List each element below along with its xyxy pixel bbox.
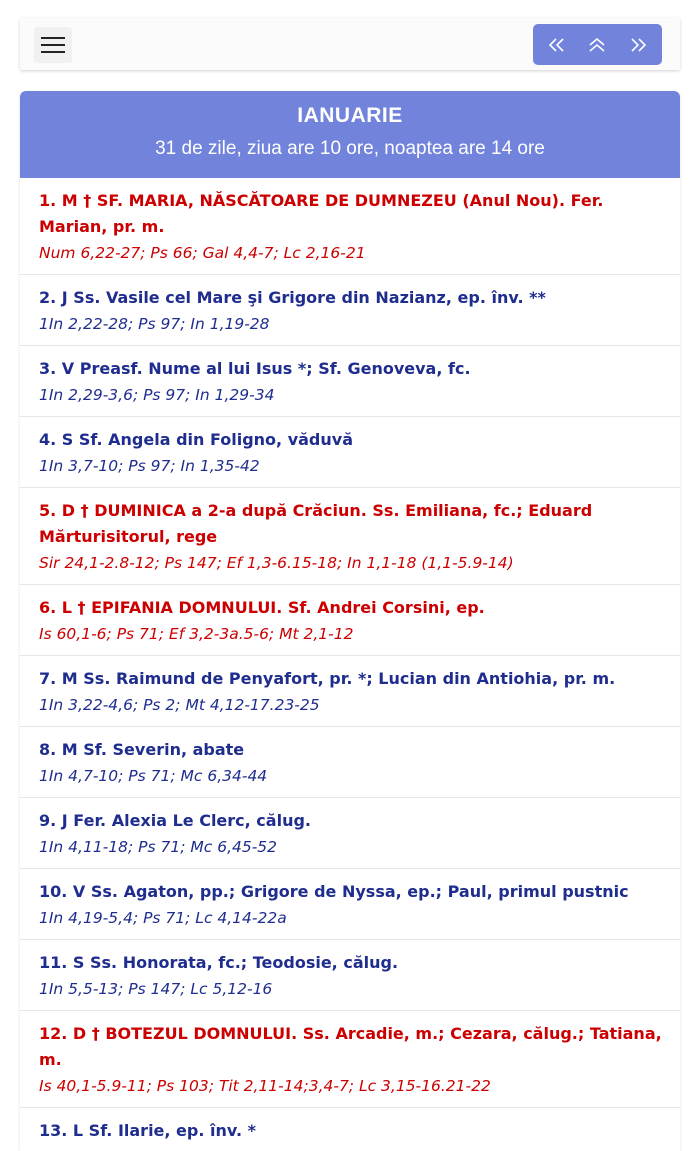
day-readings: Sir 24,1-2.8-12; Ps 147; Ef 1,3-6.15-18; In 1,1-18 (1,1-5.9-14) [39,554,514,572]
day-readings: Num 6,22-27; Ps 66; Gal 4,4-7; Lc 2,16-21 [39,244,366,262]
day-item[interactable] [20,940,680,1011]
day-readings: Is 40,1-5.9-11; Ps 103; Tit 2,11-14;3,4-7; Lc 3,15-16.21-22 [39,1077,491,1095]
month-info: 31 de zile, ziua are 10 ore, noaptea are 14 ore [155,138,545,159]
month-card [20,91,680,1151]
hamburger-icon [41,36,65,54]
double-chevron-left-icon [549,38,565,52]
month-name: IANUARIE [297,104,403,127]
day-readings: 1In 4,19-5,4; Ps 71; Lc 4,14-22a [39,909,287,927]
day-title: 13. L Sf. Ilarie, ep. înv. * [39,1121,257,1140]
top-toolbar [20,18,680,70]
day-title: 5. D † DUMINICA a 2-a după Crăciun. Ss. Emiliana, fc.; Eduard Mărturisitorul, rege [39,501,593,546]
day-readings: 1In 5,5-13; Ps 147; Lc 5,12-16 [39,980,273,998]
menu-button[interactable] [34,27,72,63]
day-readings: 1In 4,7-10; Ps 71; Mc 6,34-44 [39,767,268,785]
navigation-button-group [533,24,662,65]
day-item[interactable] [20,417,680,488]
day-readings: 1In 4,11-18; Ps 71; Mc 6,45-52 [39,838,278,856]
day-item[interactable] [20,656,680,727]
day-item[interactable] [20,1011,680,1108]
day-title: 8. M Sf. Severin, abate [39,740,245,759]
next-month-button[interactable] [619,26,657,64]
day-title: 12. D † BOTEZUL DOMNULUI. Ss. Arcadie, m.; Cezara, călug.; Tatiana, m. [39,1024,662,1069]
previous-month-button[interactable] [538,26,576,64]
day-title: 7. M Ss. Raimund de Penyafort, pr. *; Lucian din Antiohia, pr. m. [39,669,616,688]
day-item[interactable] [20,488,680,585]
day-item[interactable] [20,275,680,346]
day-title: 3. V Preasf. Nume al lui Isus *; Sf. Genoveva, fc. [39,359,471,378]
day-title: 6. L † EPIFANIA DOMNULUI. Sf. Andrei Corsini, ep. [39,598,485,617]
day-item[interactable] [20,346,680,417]
day-item[interactable] [20,727,680,798]
day-readings: Is 60,1-6; Ps 71; Ef 3,2-3a.5-6; Mt 2,1-12 [39,625,354,643]
day-readings: 1In 2,22-28; Ps 97; In 1,19-28 [39,315,270,333]
day-item[interactable] [20,178,680,275]
day-title: 1. M † SF. MARIA, NĂSCĂTOARE DE DUMNEZEU (Anul Nou). Fer. Marian, pr. m. [39,191,604,236]
day-readings: 1In 3,7-10; Ps 97; In 1,35-42 [39,457,260,475]
day-item[interactable] [20,798,680,869]
scroll-to-top-button[interactable] [578,26,616,64]
double-chevron-right-icon [630,38,646,52]
day-list [20,178,680,1151]
day-title: 10. V Ss. Agaton, pp.; Grigore de Nyssa, ep.; Paul, primul pustnic [39,882,629,901]
day-item[interactable] [20,1108,680,1151]
day-readings: 1In 2,29-3,6; Ps 97; In 1,29-34 [39,386,275,404]
month-header [20,91,680,178]
day-item[interactable] [20,585,680,656]
day-item[interactable] [20,869,680,940]
day-readings: 1In 3,22-4,6; Ps 2; Mt 4,12-17.23-25 [39,696,320,714]
double-chevron-up-icon [589,38,605,52]
day-title: 4. S Sf. Angela din Foligno, văduvă [39,430,353,449]
day-title: 11. S Ss. Honorata, fc.; Teodosie, călug. [39,953,399,972]
day-title: 2. J Ss. Vasile cel Mare şi Grigore din Nazianz, ep. înv. ** [39,288,546,307]
day-title: 9. J Fer. Alexia Le Clerc, călug. [39,811,311,830]
